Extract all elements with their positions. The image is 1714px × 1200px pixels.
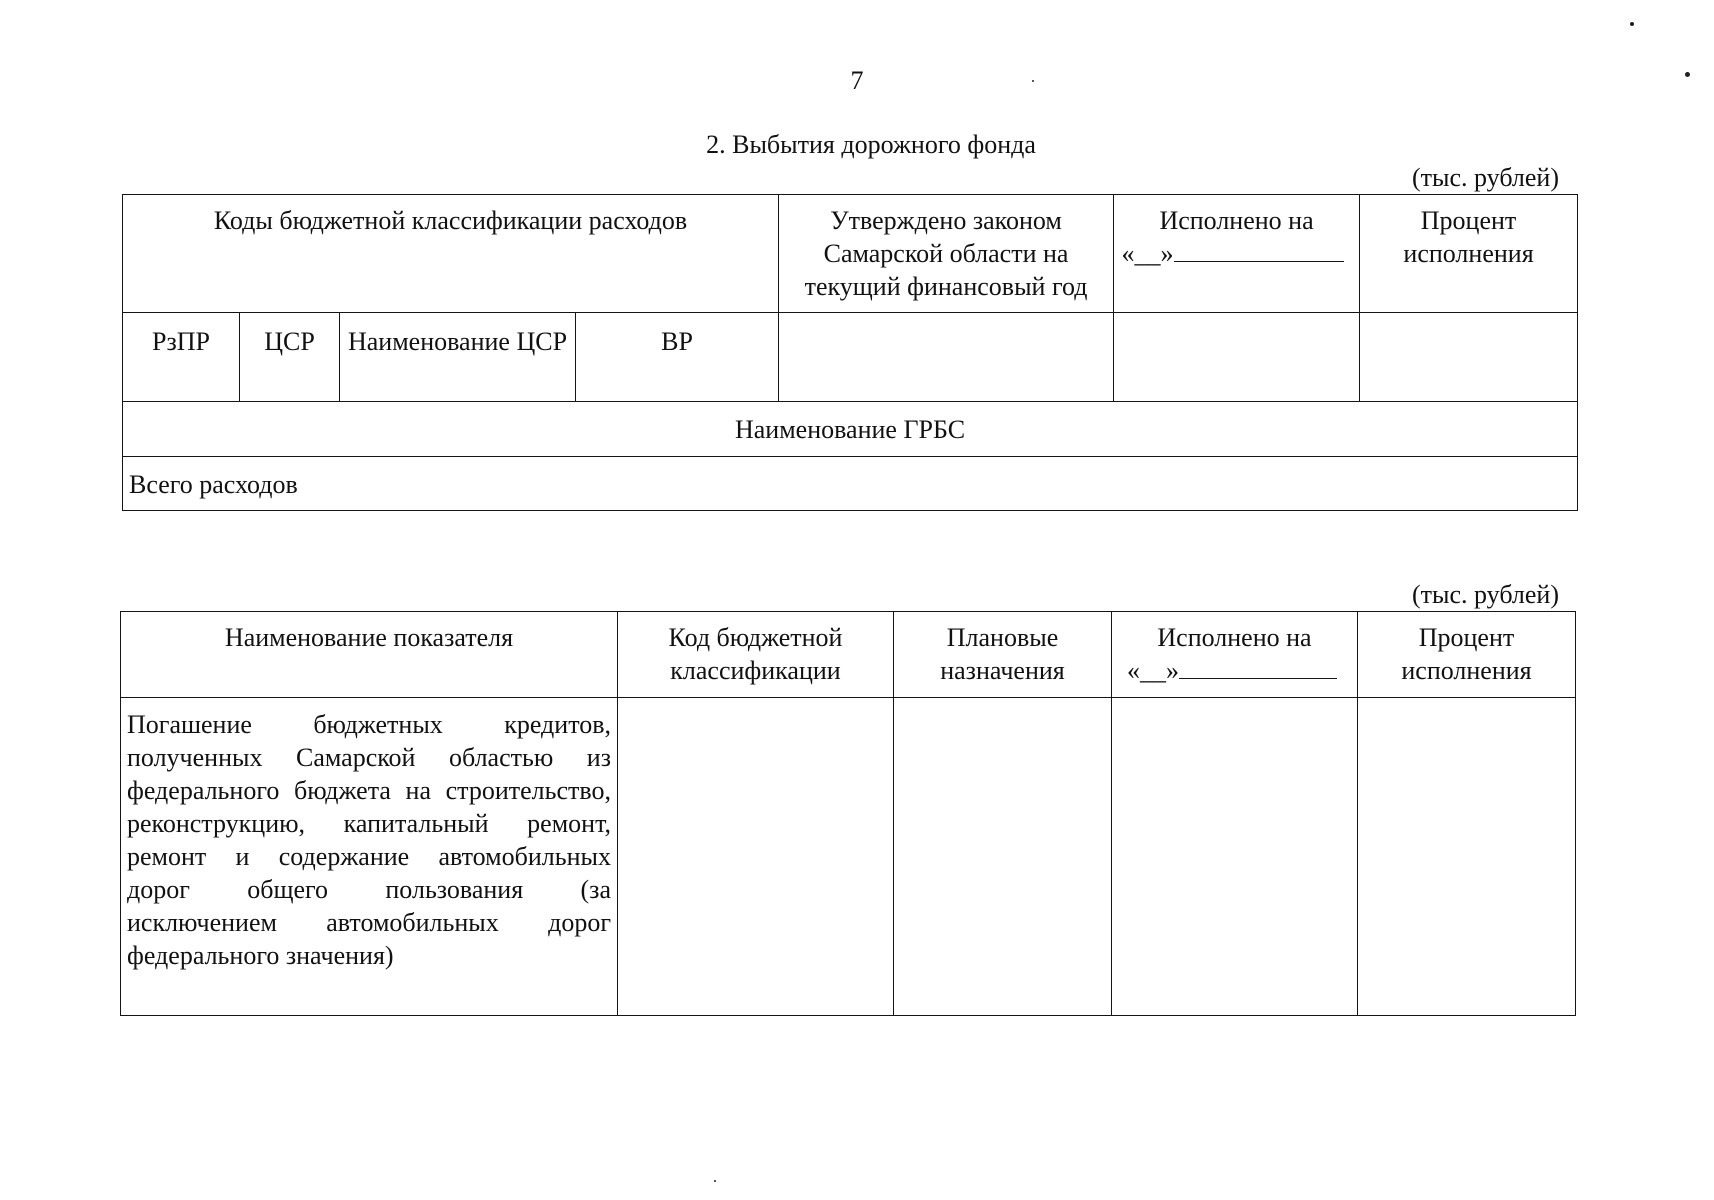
scan-speck — [1685, 72, 1690, 77]
executed-label: Исполнено на — [1157, 623, 1312, 652]
credit-repayment-description: Погашение бюджетных кредитов, полученных Самарской областью из федерального бюджета на строительство, реконструкцию, капитальный ремонт, ремонт и содержание автомобильных дорог общего пользования (за исключением автомобильных дорог федерального значения) — [121, 698, 618, 1016]
approved-header: Утверждено законом Самарской области на текущий финансовый год — [779, 195, 1114, 313]
grbs-row: Наименование ГРБС — [123, 402, 1578, 457]
csr-name-header: Наименование ЦСР — [340, 313, 576, 402]
executed-date-prefix: «__» — [1121, 239, 1174, 268]
units-label: (тыс. рублей) — [1411, 580, 1559, 609]
executed-label: Исполнено на — [1159, 206, 1314, 235]
percent-header: Процент исполнения — [1358, 612, 1576, 698]
credit-repayment-table — [120, 611, 1576, 1016]
percent-cell — [1358, 698, 1576, 1016]
percent-header: Процент исполнения — [1360, 195, 1578, 313]
csr-header: ЦСР — [240, 313, 340, 402]
section-title: 2. Выбытия дорожного фонда — [706, 130, 1036, 159]
vr-header: ВР — [576, 313, 779, 402]
budget-codes-header: Коды бюджетной классификации расходов — [123, 195, 779, 313]
page-number: 7 — [850, 66, 864, 95]
percent-cell — [1360, 313, 1578, 402]
rzpr-header: РзПР — [123, 313, 240, 402]
budget-code-cell — [618, 698, 894, 1016]
planned-cell — [894, 698, 1112, 1016]
executed-cell — [1112, 698, 1358, 1016]
executed-cell — [1114, 313, 1360, 402]
date-underline — [1179, 656, 1337, 679]
planned-header: Плановые назначения — [894, 612, 1112, 698]
executed-date-prefix: «__» — [1127, 656, 1179, 685]
scan-speck — [714, 1180, 716, 1182]
scan-speck — [1032, 80, 1034, 82]
road-fund-expenditure-table — [122, 194, 1578, 511]
scan-speck — [1630, 22, 1634, 26]
executed-header — [1112, 612, 1358, 698]
units-label: (тыс. рублей) — [1411, 163, 1559, 192]
date-underline — [1174, 239, 1344, 262]
budget-code-header: Код бюджетной классификации — [618, 612, 894, 698]
indicator-header: Наименование показателя — [121, 612, 618, 698]
total-expenses-row: Всего расходов — [123, 457, 1578, 511]
executed-header — [1114, 195, 1360, 313]
approved-cell — [779, 313, 1114, 402]
